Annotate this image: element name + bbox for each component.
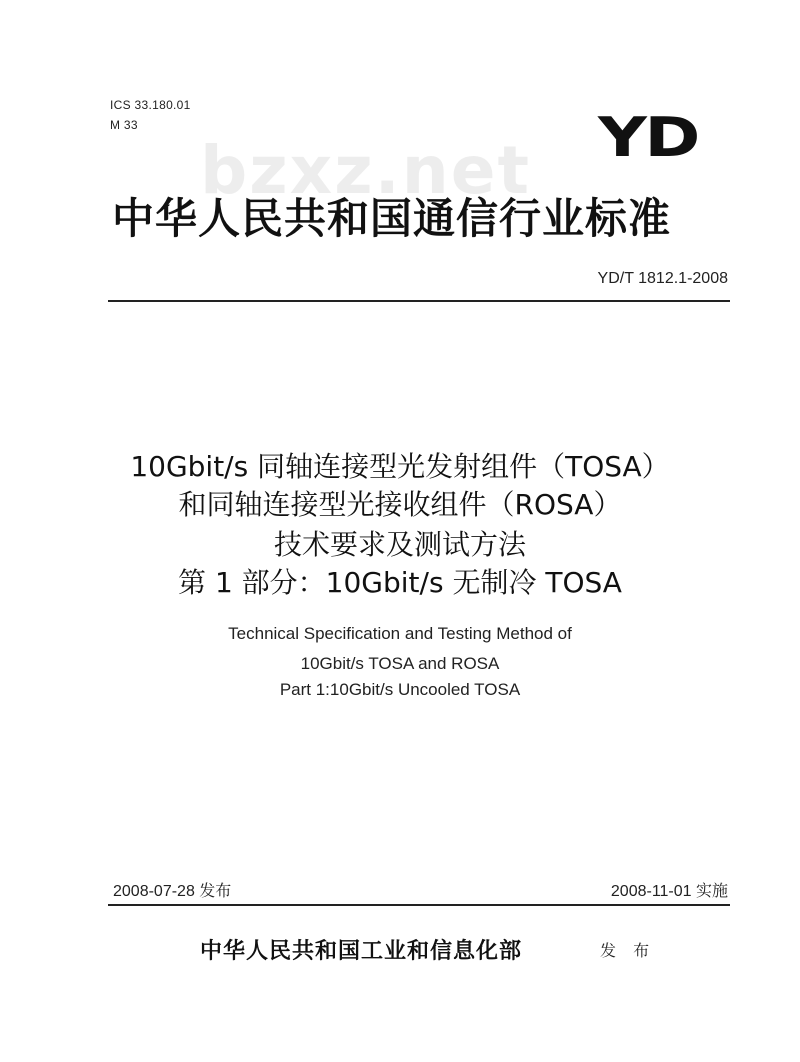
top-divider bbox=[108, 300, 730, 302]
yd-logo: YD bbox=[598, 106, 698, 169]
title-en-line-1: Technical Specification and Testing Method of bbox=[228, 624, 572, 643]
standard-number: YD/T 1812.1-2008 bbox=[597, 270, 728, 287]
title-en-line-3: Part 1:10Gbit/s Uncooled TOSA bbox=[279, 680, 521, 699]
watermark-text: bzxz.net bbox=[200, 132, 532, 209]
title-en-line-2: 10Gbit/s TOSA and ROSA bbox=[300, 654, 500, 673]
title-cn-line-4: 第 1 部分：10Gbit/s 无制冷 TOSA bbox=[178, 566, 622, 599]
publish-label: 发 布 bbox=[600, 941, 656, 960]
implementation-date: 2008-11-01 实施 bbox=[610, 883, 728, 900]
issue-date: 2008-07-28 发布 bbox=[113, 883, 232, 900]
title-cn-line-1: 10Gbit/s 同轴连接型光发射组件（TOSA） bbox=[130, 450, 670, 483]
standard-header-title: 中华人民共和国通信行业标准 bbox=[112, 194, 672, 243]
title-cn-line-3: 技术要求及测试方法 bbox=[273, 528, 526, 561]
publisher-name: 中华人民共和国工业和信息化部 bbox=[200, 938, 523, 964]
bottom-divider bbox=[108, 904, 730, 906]
ccs-code: M 33 bbox=[110, 118, 138, 132]
title-cn-line-2: 和同轴连接型光接收组件（ROSA） bbox=[178, 488, 622, 521]
ics-code: ICS 33.180.01 bbox=[110, 98, 191, 112]
